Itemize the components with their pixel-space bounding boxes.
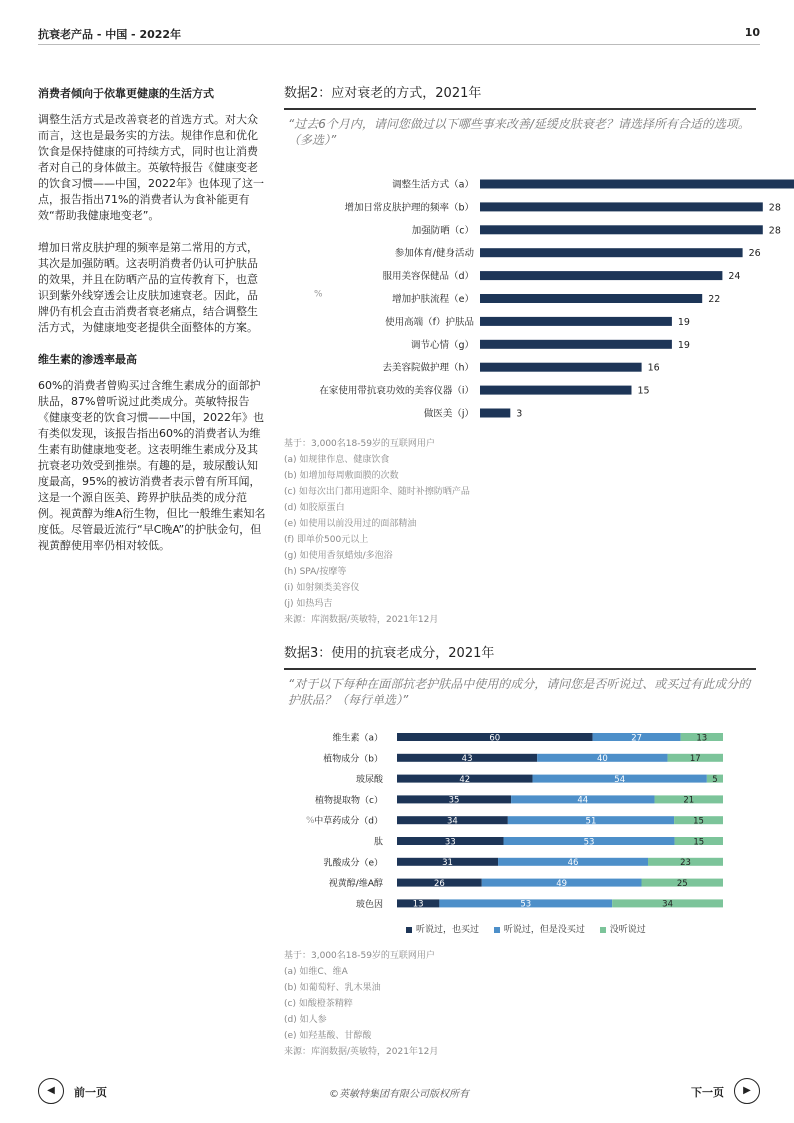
data-label: 15 [637, 385, 650, 397]
figure3-note-5: (e) 如羟基酸、甘醇酸 [284, 1031, 372, 1041]
legend-item-never: 没听说过 [600, 922, 646, 935]
previous-page-link[interactable]: 前一页 [74, 1086, 107, 1099]
figure3-question: “对于以下每种在面部抗老护肤品中使用的成分，请问您是否听说过、或买过有此成分的护肤品？（每行单选）” [288, 677, 751, 707]
data-label: 34 [447, 816, 458, 827]
data-label: 17 [689, 754, 701, 765]
figure2-question: “过去6个月内，请问您做过以下哪些事来改善/延缓皮肤衰老？请选择所有合适的选项。（多选）” [288, 117, 750, 147]
figure3-title: 数据3：使用的抗衰老成分，2021年 [284, 646, 495, 661]
data-label: 31 [442, 858, 453, 869]
data-label: 51 [585, 816, 597, 827]
data-label: 19 [677, 339, 690, 351]
figure3-note-2: (b) 如葡萄籽、乳木果油 [284, 983, 381, 993]
copyright-text: ©英敏特集团有限公司版权所有 [329, 1089, 469, 1100]
figure2-note-1: (a) 如规律作息、健康饮食 [284, 455, 390, 465]
paragraph-lifestyle-1: 调整生活方式是改善衰老的首选方式。对大众而言，这也是最务实的方法。规律作息和优化饮食是保持健康的可持续方式，同时也让消费者对自己的身体做主。英敏特报告《健康变老的饮食习惯——中国，2022年》也体现了这一点，报告指出71%的消费者认为食补能更有效“帮助我健康地变老”。 [38, 113, 264, 222]
document-title: 抗衰老产品 - 中国 - 2022年 [38, 28, 182, 41]
next-page-button[interactable] [734, 1078, 760, 1104]
section-heading-lifestyle: 消费者倾向于依靠更健康的生活方式 [38, 87, 214, 100]
figure2-notes [284, 436, 756, 628]
category-label: 植物提取物（c） [315, 795, 383, 806]
data-label: 42 [459, 774, 471, 785]
data-label: 35 [448, 795, 460, 806]
data-label: 44 [577, 795, 589, 806]
data-label: 5 [712, 774, 718, 785]
figure3-rule [284, 668, 756, 670]
figure2-note-11: 来源：库润数据/英敏特，2021年12月 [284, 615, 439, 625]
data-label: 53 [583, 837, 595, 848]
data-label: 34 [662, 899, 673, 910]
figure2-note-9: (i) 如射频类美容仪 [284, 583, 360, 593]
data-label: 3 [516, 408, 523, 420]
header-divider [38, 44, 760, 45]
left-column-text [38, 86, 266, 570]
data-label: 21 [683, 795, 695, 806]
category-label: 植物成分（b） [323, 754, 383, 765]
category-label: 调节心情（g） [410, 339, 474, 351]
category-label: 维生素（a） [332, 733, 383, 744]
data-label: 43 [461, 754, 473, 765]
category-label: 肽 [373, 837, 383, 848]
data-label: 13 [696, 733, 708, 744]
data-label: 46 [567, 858, 579, 869]
category-label: 去美容院做护理（h） [382, 362, 474, 374]
category-label: 在家使用带抗衰功效的美容仪器（i） [319, 385, 474, 397]
figure2-note-8: (h) SPA/按摩等 [284, 567, 347, 577]
bar [480, 248, 743, 257]
bar [480, 340, 672, 349]
figure3-stacked-bar-chart [284, 726, 756, 916]
data-label: 27 [631, 733, 643, 744]
next-page-link[interactable]: 下一页 [691, 1086, 724, 1099]
data-label: 26 [748, 248, 761, 260]
legend-item-bought: 听说过，也买过 [406, 922, 479, 935]
figure2-note-10: (j) 如热玛吉 [284, 599, 333, 609]
figure2-note-3: (c) 如每次出门都用遮阳伞、随时补擦防晒产品 [284, 487, 470, 497]
figure3-notes [284, 948, 756, 1060]
category-label: 参加体育/健身活动 [394, 248, 474, 260]
data-label: 33 [444, 837, 456, 848]
page-number: 10 [744, 26, 760, 39]
category-label: 中草药成分（d） [314, 816, 383, 827]
figure3-note-3: (c) 如酸橙茶精粹 [284, 999, 353, 1009]
data-label: 22 [708, 294, 721, 305]
data-label: 53 [520, 899, 532, 910]
bar [480, 386, 632, 395]
data-label: 49 [556, 878, 568, 889]
data-label: 28 [768, 202, 781, 214]
figure3-note-4: (d) 如人参 [284, 1015, 327, 1025]
figure3-note-6: 来源：库润数据/英敏特，2021年12月 [284, 1047, 439, 1057]
category-label: 加强防晒（c） [411, 225, 474, 237]
figure2-note-2: (b) 如增加每周敷面膜的次数 [284, 471, 399, 481]
data-label: 25 [676, 878, 688, 889]
paragraph-lifestyle-2: 增加日常皮肤护理的频率是第二常用的方式，其次是加强防晒。这表明消费者仍认可护肤品的效果，并且在防晒产品的宣传教育下，也意识到紫外线穿透会让皮肤加速衰老。因此，品牌仍有机会直击消费者衰老痛点，结合调整生活方式，为健康地变老提供全面整体的方案。 [38, 241, 258, 334]
figure2-note-5: (e) 如使用以前没用过的面部精油 [284, 519, 417, 529]
data-label: 54 [614, 774, 626, 785]
figure2-note-7: (g) 如使用香氛蜡烛/多泡浴 [284, 551, 393, 561]
bar [480, 317, 672, 326]
category-label: 增加护肤流程（e） [392, 294, 474, 305]
data-label: 60 [489, 733, 501, 744]
data-label: 23 [680, 858, 691, 869]
bar [480, 294, 702, 303]
figure2-bar-chart [284, 168, 781, 430]
figure2-note-4: (d) 如胶原蛋白 [284, 503, 345, 513]
page-footer [38, 1078, 760, 1108]
figure2-title: 数据2：应对衰老的方式，2021年 [284, 86, 482, 101]
bar [480, 363, 642, 372]
category-label: 视黄醇/维A醇 [328, 879, 383, 890]
axis-unit-label: % [314, 289, 323, 300]
figure2-note-0: 基于：3,000名18-59岁的互联网用户 [284, 439, 435, 449]
bar [480, 409, 510, 418]
bar [480, 180, 794, 189]
bar [480, 202, 763, 211]
figure3-note-0: 基于：3,000名18-59岁的互联网用户 [284, 951, 435, 961]
category-label: 调整生活方式（a） [392, 179, 474, 191]
paragraph-vitamin: 60%的消费者曾购买过含维生素成分的面部护肤品，87%曾听说过此类成分。英敏特报告《健康变老的饮食习惯——中国，2022年》也有类似发现，该报告指出60%的消费者认为维生素有助健康地变老。这表明维生素成分及其抗衰老功效受到推崇。有趣的是，玻尿酸认知度最高，95%的被访消费者表示曾有所耳闻，这是一个源自医美、跨界护肤品类的成分范例。视黄醇为维A衍生物，但比一般维生素知名度低。尽管最近流行“早C晚A”的护肤金句，但视黄醇使用率仍相对较低。 [38, 379, 266, 552]
figure3-legend [406, 922, 658, 935]
bar [480, 271, 722, 280]
data-label: 15 [693, 837, 705, 848]
category-label: 增加日常皮肤护理的频率（b） [344, 202, 474, 214]
data-label: 28 [768, 225, 781, 237]
figure2-rule [284, 108, 756, 110]
chevron-left-icon: ◀ [47, 1085, 55, 1096]
figure3-note-1: (a) 如维C、维A [284, 967, 348, 977]
chevron-right-icon: ▶ [743, 1085, 751, 1096]
section-heading-vitamin: 维生素的渗透率最高 [38, 353, 137, 366]
data-label: 24 [728, 271, 741, 283]
data-label: 40 [596, 754, 608, 765]
data-label: 19 [677, 316, 690, 328]
category-label: 乳酸成分（e） [323, 858, 383, 869]
category-label: 使用高端（f）护肤品 [385, 316, 474, 328]
bar [480, 225, 763, 234]
category-label: 玻尿酸 [355, 775, 383, 786]
data-label: 13 [412, 899, 424, 910]
data-label: 16 [647, 362, 660, 374]
axis-unit-label: % [306, 816, 315, 827]
page-header [38, 26, 760, 46]
category-label: 玻色因 [355, 899, 383, 910]
category-label: 做医美（j） [423, 408, 474, 420]
figure2-note-6: (f) 即单价500元以上 [284, 535, 369, 545]
data-label: 15 [693, 816, 704, 827]
legend-item-heard: 听说过，但是没买过 [494, 922, 585, 935]
category-label: 服用美容保健品（d） [382, 271, 474, 283]
data-label: 26 [433, 878, 445, 889]
